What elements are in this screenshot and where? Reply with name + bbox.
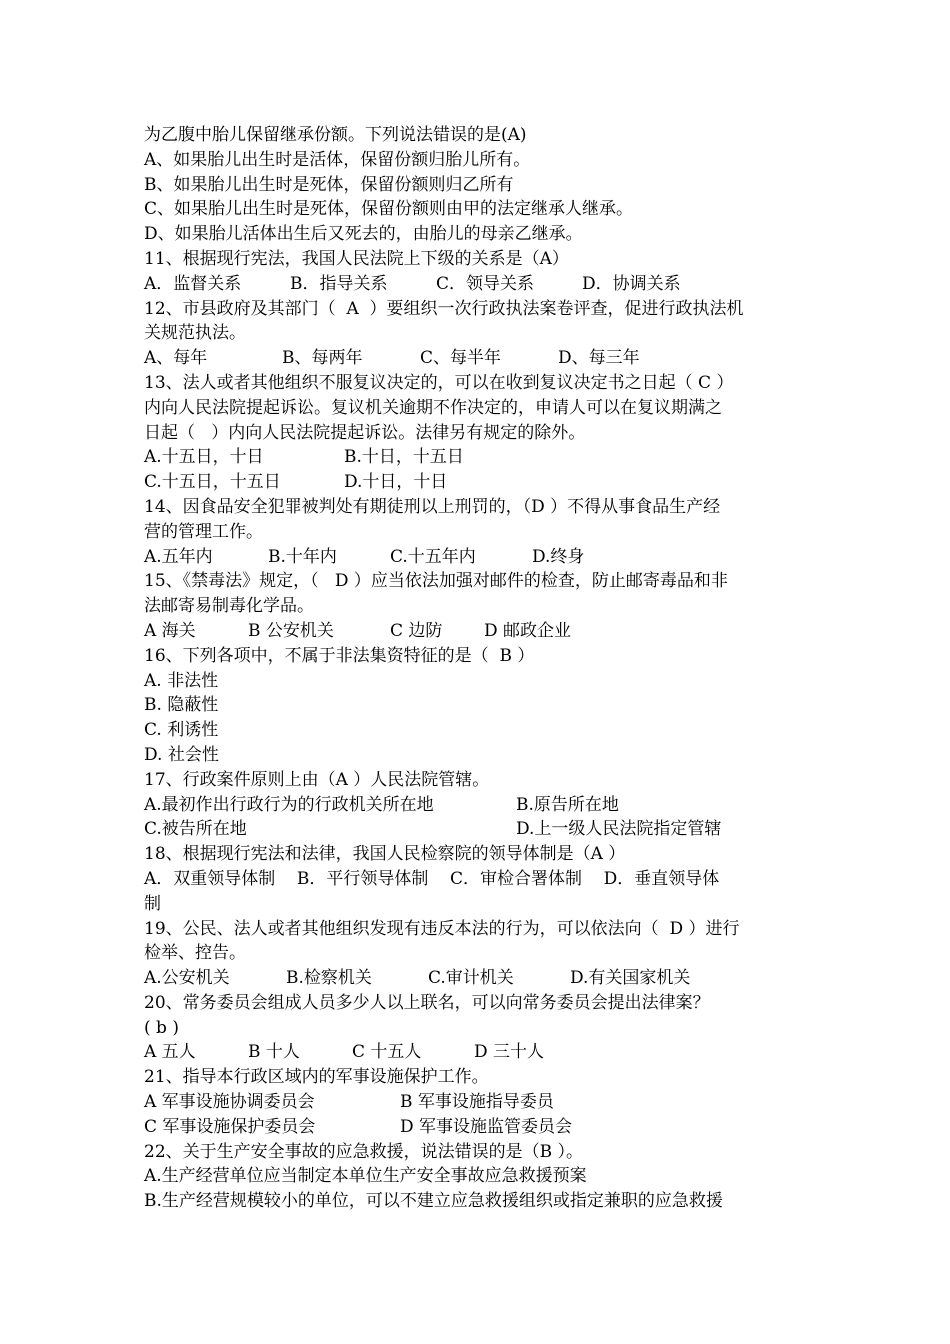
question-19: 19、公民、法人或者其他组织发现有违反本法的行为，可以依法向（ D ）进行	[144, 918, 740, 939]
option: A. 非法性	[144, 670, 219, 691]
text-line: C、如果胎儿出生时是死体，保留份额则由甲的法定继承人继承。	[144, 199, 634, 220]
option: B 军事设施指导委员	[400, 1092, 554, 1113]
options-row	[144, 793, 814, 818]
option: D、每三年	[558, 348, 640, 369]
question-11: 11、根据现行宪法，我国人民法院上下级的关系是（A）	[144, 248, 569, 269]
options-row	[144, 272, 814, 297]
question-13: 13、法人或者其他组织不服复议决定的，可以在收到复议决定书之日起（ C ）	[144, 372, 734, 393]
question-22: 22、关于生产安全事故的应急救援，说法错误的是（B ）。	[144, 1141, 584, 1162]
text-line: B、如果胎儿出生时是死体，保留份额则归乙所有	[144, 174, 514, 195]
option: A．监督关系	[144, 273, 242, 294]
option: C.被告所在地	[144, 819, 247, 840]
question-12: 12、市县政府及其部门（ A ）要组织一次行政执法案卷评查，促进行政执法机	[144, 298, 744, 319]
text-line: 为乙腹中胎儿保留继承份额。下列说法错误的是(A)	[144, 125, 527, 145]
options-row	[144, 445, 814, 470]
option: B.生产经营规模较小的单位，可以不建立应急救援组织或指定兼职的应急救援	[144, 1191, 723, 1212]
option: C、每半年	[420, 348, 502, 369]
option: D 三十人	[474, 1042, 545, 1063]
option: B 公安机关	[248, 620, 334, 641]
options-row	[144, 470, 814, 495]
option: A 海关	[144, 620, 196, 641]
option: C.十五年内	[390, 546, 476, 567]
text-line: A．双重领导体制 B．平行领导体制 C．审检合署体制 D．垂直领导体	[144, 868, 720, 889]
option: D.终身	[532, 546, 585, 567]
option: D.有关国家机关	[570, 968, 691, 989]
options-row	[144, 817, 814, 842]
option: C．领导关系	[436, 273, 535, 294]
option: D．协调关系	[582, 273, 681, 294]
option: C 边防	[390, 620, 443, 641]
option: C 十五人	[352, 1042, 422, 1063]
option: B 十人	[248, 1042, 300, 1063]
text-line: 营的管理工作。	[144, 521, 263, 542]
option: B.原告所在地	[516, 794, 619, 815]
option: D. 社会性	[144, 744, 219, 765]
text-line: A、如果胎儿出生时是活体，保留份额归胎儿所有。	[144, 149, 531, 170]
text-line: ( b )	[144, 1017, 179, 1038]
document-page	[144, 123, 814, 1214]
options-row	[144, 619, 814, 644]
option: C 军事设施保护委员会	[144, 1116, 316, 1137]
question-15: 15、《禁毒法》规定，（ D ）应当依法加强对邮件的检查，防止邮寄毒品和非	[144, 571, 728, 592]
option: D 邮政企业	[484, 620, 572, 641]
text-line: 检举、控告。	[144, 943, 246, 964]
question-16: 16、下列各项中，不属于非法集资特征的是（ B ）	[144, 645, 535, 666]
question-20: 20、常务委员会组成人员多少人以上联名，可以向常务委员会提出法律案？	[144, 992, 710, 1013]
text-line: 法邮寄易制毒化学品。	[144, 596, 314, 617]
option: C. 利诱性	[144, 720, 219, 741]
option: A.最初作出行政行为的行政机关所在地	[144, 794, 434, 815]
text-line: 制	[144, 893, 161, 914]
option: A.公安机关	[144, 968, 230, 989]
option: D 军事设施监管委员会	[400, 1116, 573, 1137]
option: B.十日，十五日	[344, 447, 464, 468]
question-21: 21、指导本行政区域内的军事设施保护工作。	[144, 1067, 489, 1088]
option: B、每两年	[282, 348, 363, 369]
option: A.十五日，十日	[144, 447, 264, 468]
option: D.上一级人民法院指定管辖	[516, 819, 722, 840]
text-line: D、如果胎儿活体出生后又死去的，由胎儿的母亲乙继承。	[144, 224, 583, 245]
option: B．指导关系	[290, 273, 388, 294]
options-row	[144, 1090, 814, 1115]
option: A 五人	[144, 1042, 196, 1063]
option: B. 隐蔽性	[144, 695, 219, 716]
options-row	[144, 1115, 814, 1140]
text-line: 关规范执法。	[144, 323, 246, 344]
text-line: 内向人民法院提起诉讼。复议机关逾期不作决定的，申请人可以在复议期满之	[144, 397, 722, 418]
option: A.五年内	[144, 546, 213, 567]
option: A、每年	[144, 348, 208, 369]
options-row	[144, 346, 814, 371]
question-17: 17、行政案件原则上由（A ）人民法院管辖。	[144, 769, 490, 790]
option: A.生产经营单位应当制定本单位生产安全事故应急救援预案	[144, 1166, 587, 1187]
question-18: 18、根据现行宪法和法律，我国人民检察院的领导体制是（A ）	[144, 844, 626, 865]
option: B.十年内	[268, 546, 337, 567]
text-line: 日起（ ）内向人民法院提起诉讼。法律另有规定的除外。	[144, 422, 586, 443]
options-row	[144, 545, 814, 570]
option: D.十日，十日	[344, 472, 448, 493]
option: C.审计机关	[428, 968, 514, 989]
option: C.十五日，十五日	[144, 472, 281, 493]
option: B.检察机关	[286, 968, 372, 989]
question-14: 14、因食品安全犯罪被判处有期徒刑以上刑罚的，（D ）不得从事食品生产经	[144, 496, 721, 517]
option: A 军事设施协调委员会	[144, 1092, 315, 1113]
options-row	[144, 1040, 814, 1065]
options-row	[144, 966, 814, 991]
